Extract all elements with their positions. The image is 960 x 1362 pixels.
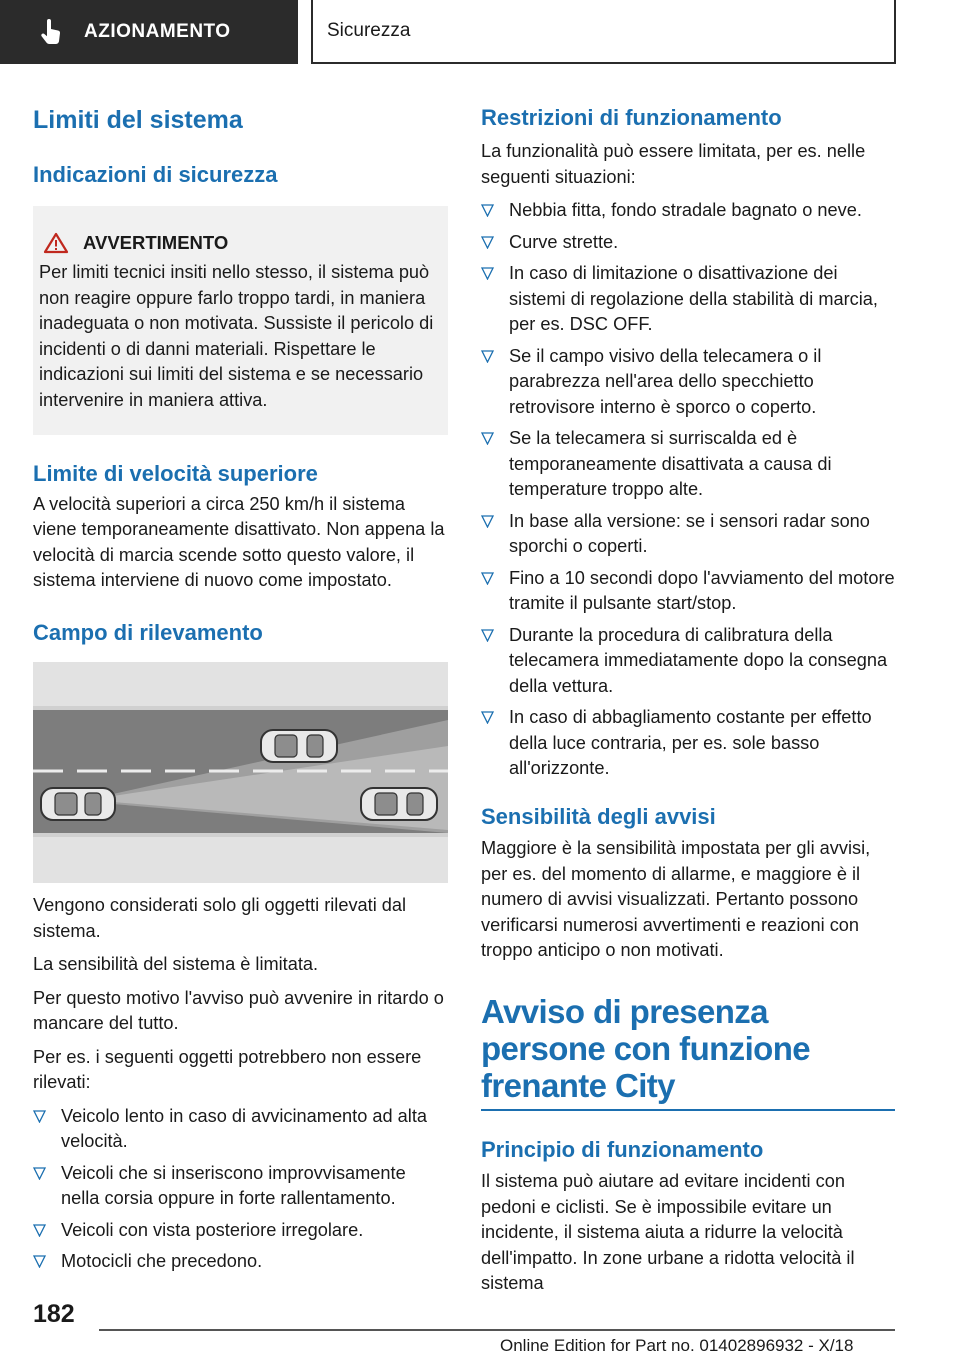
restrictions-intro: La funzionalità può essere limitata, per es. nelle seguenti situazioni: — [481, 141, 866, 187]
list-item: Veicolo lento in caso di avvicinamento ad alta velocità. — [33, 1104, 448, 1155]
list-item: Se la telecamera si surriscalda ed è temporaneamente disattivata a causa di temperature troppo alte. — [481, 426, 895, 503]
restrictions-list — [481, 198, 895, 782]
detection-range-heading: Campo di rilevamento — [33, 619, 263, 645]
warning-title-row — [43, 232, 438, 254]
bullet-triangle-icon — [481, 267, 494, 280]
speed-limit-text: A velocità superiori a circa 250 km/h il sistema viene temporaneamente disattivato. Non appena la velocità di marcia scende sotto questo valore, il sistema interviene di nuovo come impostato. — [33, 493, 445, 591]
sensitivity-text: Maggiore è la sensibilità impostata per gli avvisi, per es. del momento di allarme, e maggiore è il numero di avvisi visualizzati. Pertanto possono verificarsi numerosi avvertimenti e reazioni con troppo anticipo o non motivati. — [481, 838, 871, 961]
right-column — [481, 100, 895, 1297]
warning-title: AVVERTIMENTO — [83, 232, 229, 254]
hand-pointer-icon — [40, 19, 62, 45]
chapter-tab[interactable] — [311, 0, 896, 64]
principle-heading: Principio di funzionamento — [481, 1136, 764, 1162]
bullet-triangle-icon — [33, 1110, 46, 1123]
chapter-heading: Avviso di presenza persone con funzione frenante City — [481, 992, 811, 1104]
car-left-lane-icon — [261, 730, 337, 762]
chapter-label: Sicurezza — [327, 20, 411, 41]
list-item: Fino a 10 secondi dopo l'avviamento del motore tramite il pulsante start/stop. — [481, 566, 895, 617]
warning-text: Per limiti tecnici insiti nello stesso, il sistema può non reagire oppure farlo troppo tardi, in maniera inadeguata o non motivata. Sussiste il pericolo di incidenti o di danni materiali. Rispettare le indicazioni sui limiti del sistema e se necessario intervenire in maniera attiva. — [39, 262, 434, 410]
page-number: 182 — [33, 1300, 75, 1328]
heading-underline — [481, 1109, 895, 1111]
section-tab[interactable] — [0, 0, 298, 64]
list-item: Nebbia fitta, fondo stradale bagnato o neve. — [481, 198, 895, 224]
restrictions-heading: Restrizioni di funzionamento — [481, 105, 782, 130]
list-item: Motocicli che precedono. — [33, 1249, 448, 1275]
bullet-triangle-icon — [33, 1255, 46, 1268]
list-item: Veicoli con vista posteriore irregolare. — [33, 1218, 448, 1244]
principle-text: Il sistema può aiutare ad evitare incidenti con pedoni e ciclisti. Se è impossibile evitare un incidente, il sistema aiuta a ridurre la velocità dell'impatto. In zone urbane a ridotta velocità il sistema — [481, 1171, 855, 1294]
speed-limit-heading: Limite di velocità superiore — [33, 461, 318, 487]
left-column — [33, 100, 448, 1281]
bullet-triangle-icon — [481, 432, 494, 445]
bullet-triangle-icon — [481, 572, 494, 585]
paragraph-detected-objects: Vengono considerati solo gli oggetti rilevati dal sistema. — [33, 895, 407, 941]
bullet-triangle-icon — [33, 1224, 46, 1237]
bullet-triangle-icon — [481, 350, 494, 363]
list-item: Durante la procedura di calibratura della telecamera immediatamente dopo la consegna della vettura. — [481, 623, 895, 700]
list-item: Se il campo visivo della telecamera o il parabrezza nell'area dello specchietto retrovisore interno è sporco o coperto. — [481, 344, 895, 421]
bullet-triangle-icon — [33, 1167, 46, 1180]
car-rear-icon — [41, 788, 115, 820]
bullet-triangle-icon — [481, 204, 494, 217]
list-item: Veicoli che si inseriscono improvvisamente nella corsia oppure in forte rallentamento. — [33, 1161, 448, 1212]
safety-subtitle: Indicazioni di sicurezza — [33, 162, 278, 187]
section-title: Limiti del sistema — [33, 106, 243, 134]
car-front-icon — [361, 788, 437, 820]
list-item: In caso di limitazione o disattivazione dei sistemi di regolazione della stabilità di marcia, per es. DSC OFF. — [481, 261, 895, 338]
bullet-triangle-icon — [481, 236, 494, 249]
bullet-triangle-icon — [481, 629, 494, 642]
list-item: Curve strette. — [481, 230, 895, 256]
section-label: AZIONAMENTO — [84, 21, 231, 42]
edition-note: Online Edition for Part no. 01402896932 - X/18 — [500, 1336, 854, 1355]
paragraph-examples: Per es. i seguenti oggetti potrebbero non essere rilevati: — [33, 1046, 422, 1093]
bullet-triangle-icon — [481, 711, 494, 724]
list-item: In caso di abbagliamento costante per effetto della luce contraria, per es. sole basso all'orizzonte. — [481, 705, 895, 782]
paragraph-warning-delay: Per questo motivo l'avviso può avvenire in ritardo o mancare del tutto. — [33, 987, 444, 1034]
bullet-triangle-icon — [481, 515, 494, 528]
undetected-objects-list — [33, 1104, 448, 1275]
sensitivity-heading: Sensibilità degli avvisi — [481, 803, 716, 829]
warning-box — [33, 206, 448, 435]
warning-triangle-icon — [43, 232, 69, 254]
footer-rule — [99, 1329, 895, 1331]
list-item: In base alla versione: se i sensori radar sono sporchi o coperti. — [481, 509, 895, 560]
detection-range-illustration — [33, 662, 448, 883]
paragraph-sensitivity: La sensibilità del sistema è limitata. — [33, 954, 319, 975]
